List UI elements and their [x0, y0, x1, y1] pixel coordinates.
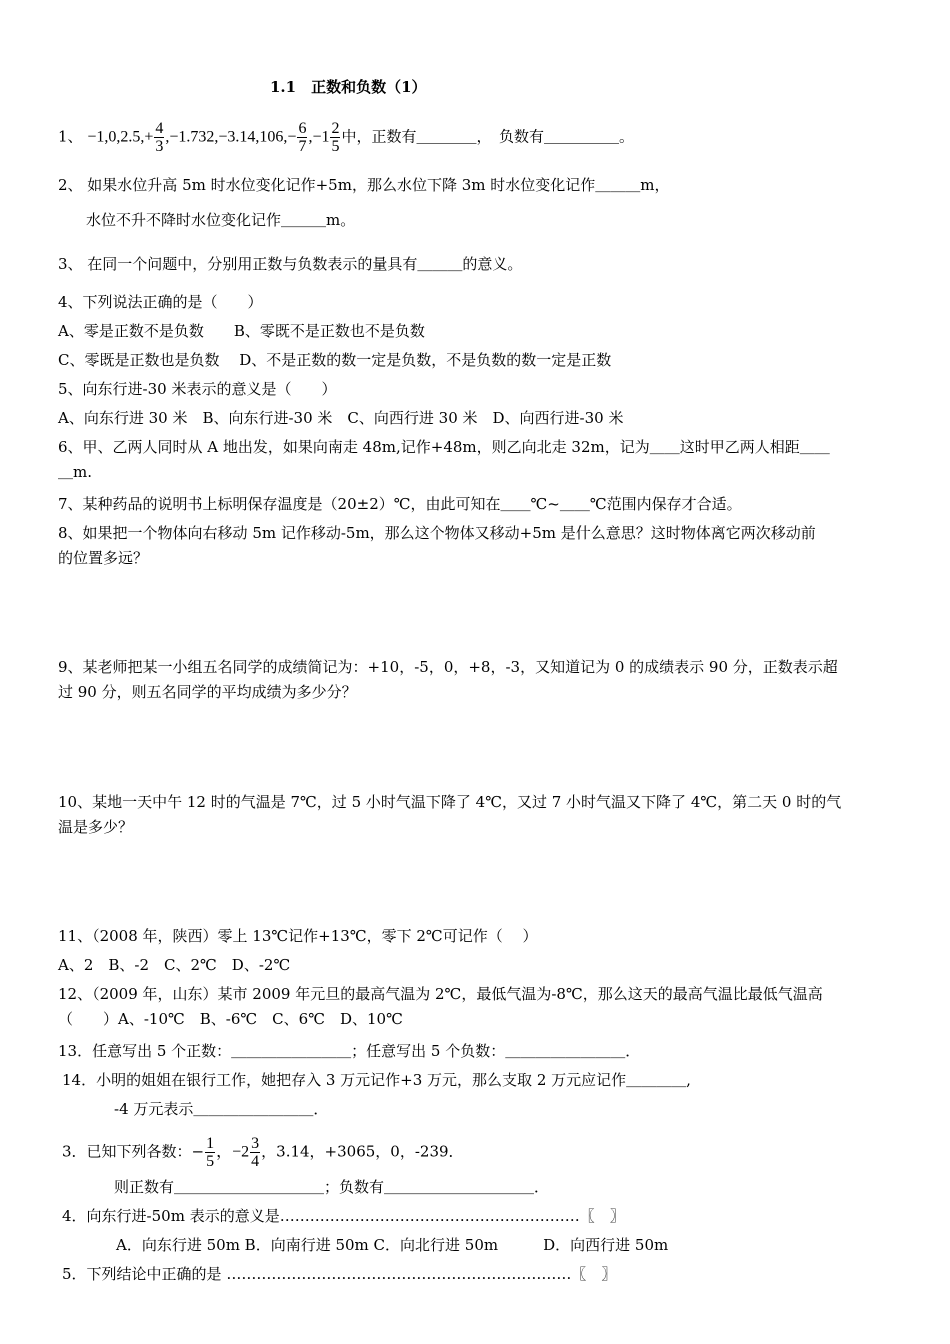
question-13: 13．任意写出 5 个正数：＿＿＿＿＿＿＿＿；任意写出 5 个负数：＿＿＿＿＿＿＿＿．	[58, 1042, 641, 1060]
question-4b-options: A．向东行进 50m B．向南行进 50m C．向北行进 50m D．向西行进 50m	[116, 1236, 669, 1254]
question-9-line-1: 9、某老师把某一小组五名同学的成绩简记为：+10，-5，0，+8，-3，又知道记为 0 的成绩表示 90 分，正数表示超	[58, 658, 838, 676]
question-2-line-2: 水位不升不降时水位变化记作＿＿＿m。	[86, 211, 356, 229]
question-12-line-2: （ ）A、-10℃ B、-6℃ C、6℃ D、10℃	[58, 1010, 403, 1028]
question-6-line-1: 6、甲、乙两人同时从 A 地出发，如果向南走 48m,记作+48m，则乙向北走 32m，记为＿＿这时甲乙两人相距＿＿	[58, 438, 830, 456]
number-list: −1,0,2.5,+	[87, 128, 154, 146]
question-10-line-1: 10、某地一天中午 12 时的气温是 7℃，过 5 小时气温下降了 4℃，又过 7 小时气温又下降了 4℃，第二天 0 时的气	[58, 793, 842, 811]
question-10-line-2: 温是多少？	[58, 818, 134, 836]
question-4: 4、下列说法正确的是（ ）	[58, 293, 263, 311]
question-5b: 5．下列结论中正确的是 ……………………………………………………………〖 〗	[62, 1265, 617, 1283]
numerator: 3	[251, 1135, 260, 1152]
question-1	[58, 120, 634, 155]
question-text: 3．已知下列各数：−	[62, 1142, 205, 1161]
number-list: ,−1	[308, 128, 330, 146]
page-title: 1.1 正数和负数（1）	[270, 78, 427, 96]
question-8-line-2: 的位置多远？	[58, 549, 149, 567]
question-4-options-cd: C、零既是正数也是负数 D、不是正数的数一定是负数，不是负数的数一定是正数	[58, 351, 612, 369]
question-14-line-2: -4 万元表示＿＿＿＿＿＿＿＿．	[114, 1100, 329, 1118]
question-3: 3、 在同一个问题中，分别用正数与负数表示的量具有＿＿＿的意义。	[58, 255, 523, 273]
numerator: 1	[206, 1135, 215, 1152]
question-6-line-2: ＿m.	[58, 463, 92, 481]
numerator: 6	[298, 120, 307, 137]
numerator: 4	[155, 120, 164, 137]
question-number: 1、	[58, 127, 83, 146]
number-list: ,−1.732,−3.14,106,−	[165, 128, 297, 146]
fraction	[205, 1135, 215, 1170]
numerator: 2	[331, 120, 340, 137]
question-8-line-1: 8、如果把一个物体向右移动 5m 记作移动-5m，那么这个物体又移动+5m 是什么意思？这时物体离它两次移动前	[58, 524, 816, 542]
fraction	[297, 120, 307, 155]
question-14-line-1: 14．小明的姐姐在银行工作，她把存入 3 万元记作+3 万元，那么支取 2 万元应记作＿＿＿＿,	[62, 1071, 691, 1089]
fraction	[250, 1135, 260, 1170]
question-11: 11、（2008 年，陕西）零上 13℃记作+13℃，零下 2℃可记作（ ）	[58, 927, 538, 945]
question-5-options: A、向东行进 30 米 B、向东行进-30 米 C、向西行进 30 米 D、向西行进-30 米	[58, 409, 624, 427]
question-11-options: A、2 B、-2 C、2℃ D、-2℃	[58, 956, 291, 974]
question-9-line-2: 过 90 分，则五名同学的平均成绩为多少分？	[58, 683, 357, 701]
denominator: 5	[206, 1153, 215, 1170]
number-list: ，−2	[216, 1143, 250, 1161]
question-7: 7、某种药品的说明书上标明保存温度是（20±2）℃，由此可知在＿＿℃~＿＿℃范围内保存才合适。	[58, 495, 742, 513]
fraction	[330, 120, 340, 155]
fraction	[154, 120, 164, 155]
question-3b	[62, 1135, 464, 1170]
denominator: 3	[155, 138, 164, 155]
question-4-options-ab: A、零是正数不是负数 B、零既不是正数也不是负数	[58, 322, 425, 340]
question-text: ，3.14，+3065，0，-239．	[261, 1142, 464, 1161]
question-5: 5、向东行进-30 米表示的意义是（ ）	[58, 380, 337, 398]
question-text: 中，正数有＿＿＿＿， 负数有＿＿＿＿＿。	[341, 127, 634, 146]
denominator: 7	[298, 138, 307, 155]
question-12-line-1: 12、（2009 年，山东）某市 2009 年元旦的最高气温为 2℃，最低气温为-8℃，那么这天的最高气温比最低气温高	[58, 985, 823, 1003]
question-2-line-1: 2、 如果水位升高 5m 时水位变化记作+5m，那么水位下降 3m 时水位变化记作＿＿＿m，	[58, 176, 670, 194]
denominator: 4	[251, 1153, 260, 1170]
question-3b-line-2: 则正数有＿＿＿＿＿＿＿＿＿＿；负数有＿＿＿＿＿＿＿＿＿＿．	[114, 1178, 550, 1196]
denominator: 5	[331, 138, 340, 155]
question-4b: 4．向东行进-50m 表示的意义是……………………………………………………〖 〗	[62, 1207, 625, 1225]
